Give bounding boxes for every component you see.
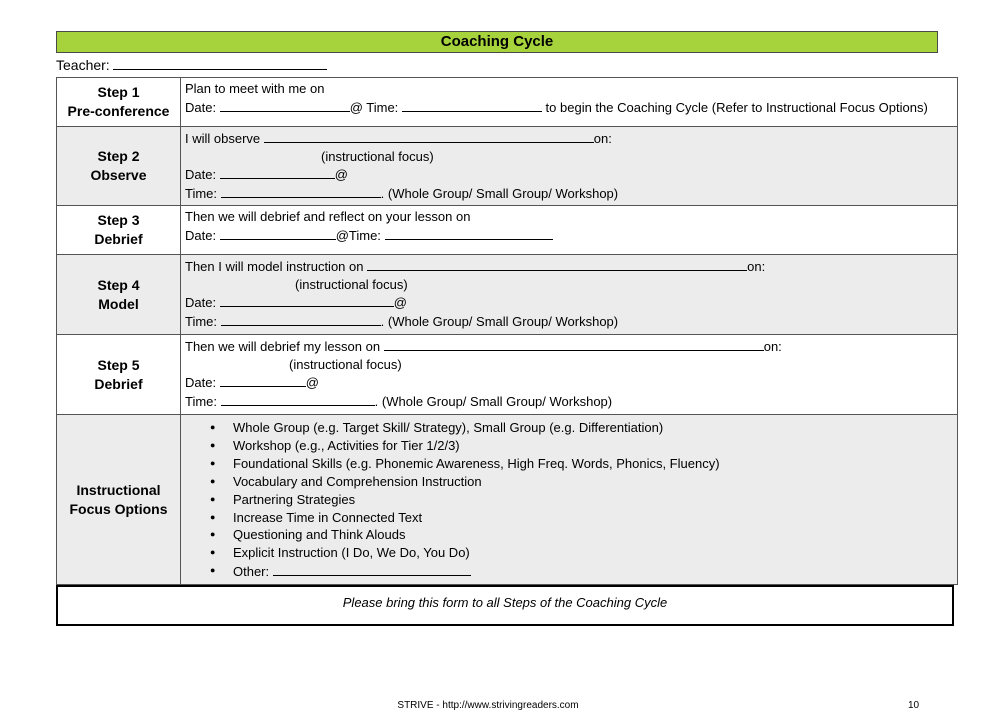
step-3-number: Step 3 [97, 212, 140, 228]
step-4-line-3 [185, 293, 953, 312]
list-item-other [233, 562, 953, 581]
on-label: on: [763, 339, 782, 354]
step-1-label [57, 78, 181, 127]
step-3-line-1: Then we will debrief and reflect on your lesson on [185, 209, 471, 224]
step-4-row [57, 255, 958, 335]
page-number: 10 [908, 700, 920, 711]
date-label: Date: [185, 99, 217, 115]
date-label: Date: [185, 227, 217, 243]
step-5-number: Step 5 [97, 356, 140, 373]
step-5-line-1 [185, 337, 953, 356]
other-blank[interactable] [273, 562, 471, 576]
step-3-content [181, 206, 958, 255]
step-5-line-4 [185, 392, 953, 411]
teacher-line [56, 55, 327, 74]
list-item: ● Increase Time in Connected Text [233, 509, 953, 527]
step-4-number: Step 4 [97, 276, 140, 293]
step-2-line-4 [185, 184, 953, 203]
step-3-row [57, 206, 958, 255]
group-options: . (Whole Group/ Small Group/ Workshop) [374, 393, 613, 409]
list-item: ● Foundational Skills (e.g. Phonemic Awareness, High Freq. Words, Phonics, Fluency) [233, 455, 953, 473]
list-item: ● Explicit Instruction (I Do, We Do, You Do) [233, 544, 953, 562]
focus-blank[interactable] [384, 337, 764, 351]
step-2-line-1 [185, 129, 953, 148]
step-1-content [181, 78, 958, 127]
coaching-cycle-table [56, 77, 958, 585]
step-4-name: Model [98, 295, 139, 312]
step-5-line-2 [185, 356, 953, 374]
list-item: ● Vocabulary and Comprehension Instruction [233, 473, 953, 491]
focus-caption: (instructional focus) [321, 148, 434, 164]
date-blank[interactable] [220, 226, 336, 240]
step-2-line-3 [185, 165, 953, 184]
step-4-label [57, 255, 181, 335]
step-5-line-3 [185, 373, 953, 392]
step-5-row [57, 335, 958, 415]
footer-source: STRIVE - http://www.strivingreaders.com [397, 700, 579, 711]
step-2-name: Observe [90, 167, 147, 183]
focus-caption: (instructional focus) [295, 276, 408, 292]
time-blank[interactable] [402, 98, 542, 112]
list-item: ● Partnering Strategies [233, 491, 953, 509]
step-2-content [181, 127, 958, 206]
step-2-row [57, 127, 958, 206]
other-label: Other: [233, 564, 270, 580]
debrief-text: Then we will debrief my lesson on [185, 339, 381, 354]
focus-options-label [57, 415, 181, 585]
list-item: ● Whole Group (e.g. Target Skill/ Strategy), Small Group (e.g. Differentiation) [233, 419, 953, 437]
step-3-line-2 [185, 226, 953, 245]
time-label: Time: [185, 393, 218, 409]
bring-form-note: Please bring this form to all Steps of the Coaching Cycle [56, 585, 954, 626]
focus-blank[interactable] [264, 129, 594, 143]
focus-caption: (instructional focus) [289, 356, 402, 372]
form-title: Coaching Cycle [56, 31, 938, 53]
step-1-row [57, 78, 958, 127]
step-3-name: Debrief [94, 231, 143, 247]
time-blank[interactable] [221, 184, 381, 198]
observe-text: I will observe [185, 131, 261, 146]
time-label: Time: [185, 313, 218, 329]
teacher-blank[interactable] [113, 55, 327, 70]
step-1-line-1: Plan to meet with me on [185, 81, 325, 96]
time-blank[interactable] [221, 392, 375, 406]
focus-options-list [185, 419, 953, 581]
list-item: ● Questioning and Think Alouds [233, 526, 953, 544]
step-4-line-1 [185, 257, 953, 276]
date-label: Date: [185, 167, 217, 182]
focus-options-content [181, 415, 958, 585]
step-5-label [57, 335, 181, 415]
date-blank[interactable] [220, 98, 350, 112]
at-label: @ [334, 167, 348, 182]
step-5-name: Debrief [94, 375, 143, 392]
on-label: on: [747, 259, 766, 274]
group-options: . (Whole Group/ Small Group/ Workshop) [380, 185, 619, 201]
list-item: ● Workshop (e.g., Activities for Tier 1/2/3) [233, 437, 953, 455]
date-blank[interactable] [220, 165, 335, 179]
step-1-line-2 [185, 98, 953, 117]
date-blank[interactable] [220, 373, 306, 387]
time-label: @Time: [335, 227, 381, 243]
time-blank[interactable] [385, 226, 553, 240]
date-label: Date: [185, 375, 217, 390]
focus-options-row [57, 415, 958, 585]
focus-label-top: Instructional [76, 481, 161, 498]
step-4-line-2 [185, 276, 953, 294]
date-blank[interactable] [220, 293, 394, 307]
time-blank[interactable] [221, 312, 381, 326]
step-2-line-2 [185, 148, 953, 166]
focus-blank[interactable] [367, 257, 747, 271]
at-label: @ [393, 295, 407, 310]
step-1-name: Pre-conference [67, 103, 170, 119]
step-2-label [57, 127, 181, 206]
on-label: on: [593, 131, 612, 146]
step-5-content [181, 335, 958, 415]
step-4-line-4 [185, 312, 953, 331]
model-text: Then I will model instruction on [185, 259, 364, 274]
step-3-label [57, 206, 181, 255]
teacher-label: Teacher: [56, 57, 110, 73]
time-label: Time: [185, 185, 218, 201]
group-options: . (Whole Group/ Small Group/ Workshop) [380, 313, 619, 329]
focus-label-bottom: Focus Options [69, 500, 168, 517]
at-label: @ [305, 375, 319, 390]
begin-text: to begin the Coaching Cycle (Refer to Instructional Focus Options) [545, 99, 928, 115]
step-4-content [181, 255, 958, 335]
step-2-number: Step 2 [97, 148, 140, 164]
step-1-number: Step 1 [97, 84, 140, 100]
time-label: @ Time: [349, 99, 399, 115]
date-label: Date: [185, 295, 217, 310]
